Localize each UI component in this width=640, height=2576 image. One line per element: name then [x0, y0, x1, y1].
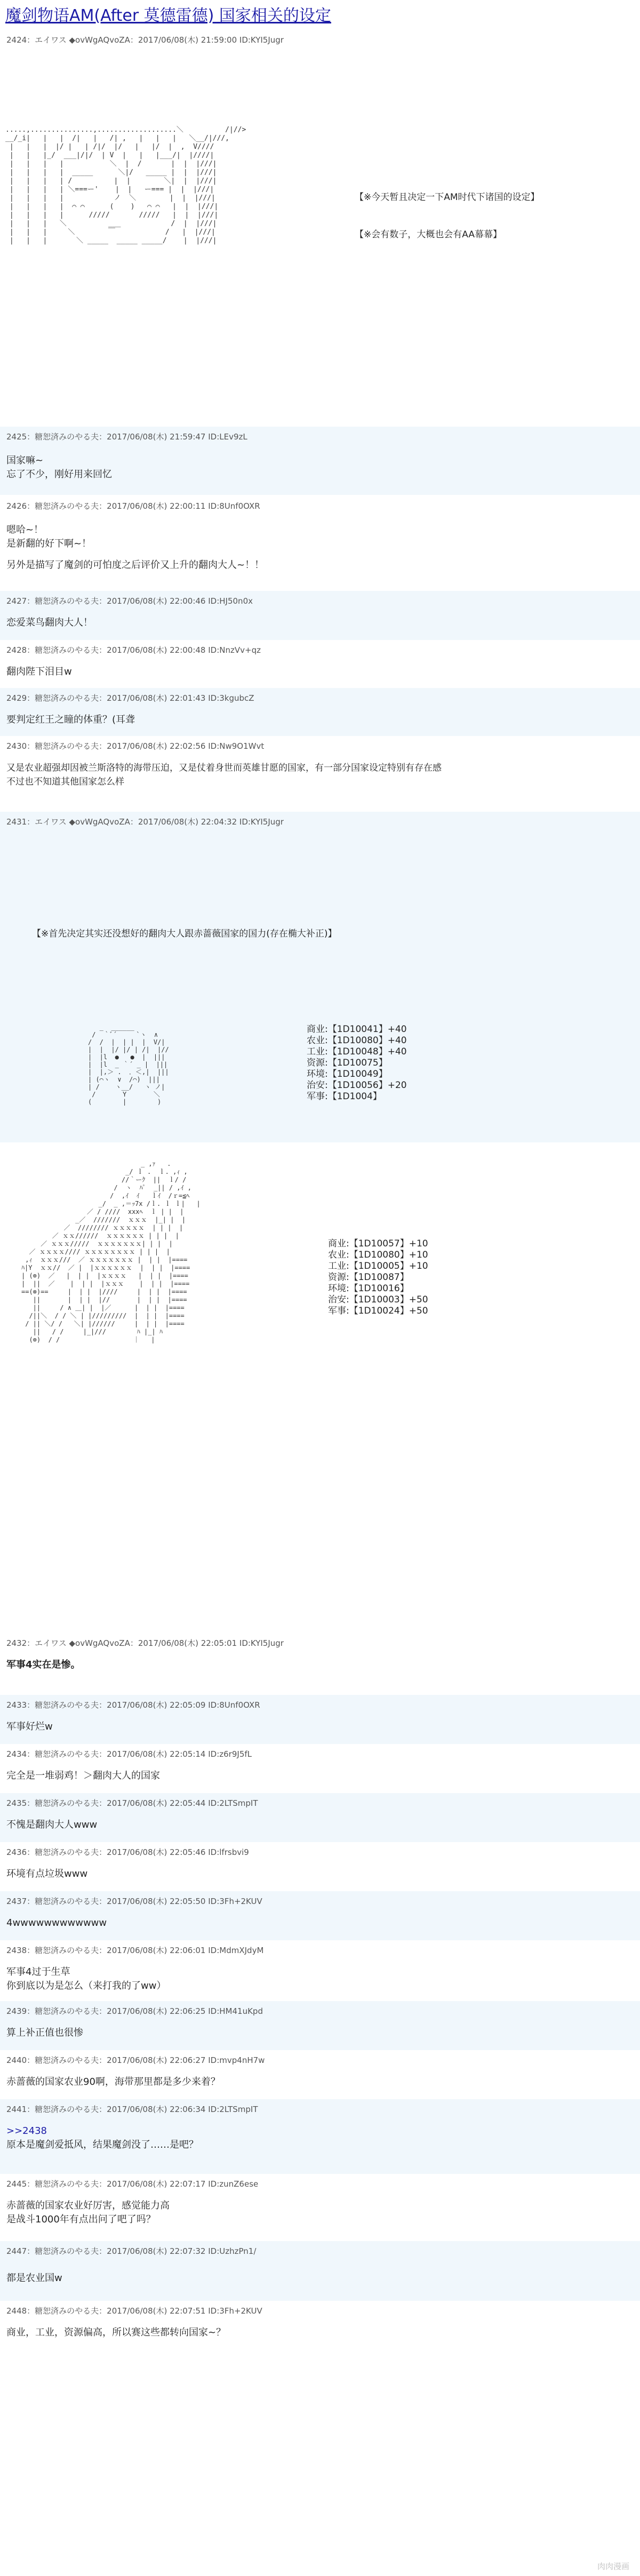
- stat-line: 农业:【1D10080】+40: [307, 1035, 407, 1046]
- post-text: 要判定红王之瞳的体重？(耳聋: [6, 714, 135, 725]
- post-text: 翻肉陛下泪目w: [6, 666, 72, 677]
- post-2424: [0, 30, 640, 50]
- note-dice: 【※会有数子，大概也会有AA幕幕】: [355, 229, 502, 240]
- stat-line: 军事:【1D10024】+50: [328, 1306, 428, 1316]
- post-header: 2428：糖恕済みのやる夫：2017/06/08(木) 22:00:48 ID:NnzVv+qz: [6, 645, 261, 655]
- post-header: 2447：糖恕済みのやる夫：2017/06/08(木) 22:07:32 ID:UzhzPn1/: [6, 2246, 257, 2256]
- note-nation-power: 【※首先决定其实还没想好的翻肉大人跟赤蔷薇国家的国力(存在椭大补正)】: [32, 929, 337, 939]
- stat-line: 环境:【1D10049】: [307, 1069, 388, 1079]
- post-header: 2425：糖恕済みのやる夫：2017/06/08(木) 21:59:47 ID:LEv9zL: [6, 432, 247, 442]
- stat-line: 工业:【1D10005】+10: [328, 1261, 428, 1271]
- stats-panel-1: [307, 1024, 407, 1102]
- stat-line: 资源:【1D10075】: [307, 1058, 388, 1068]
- post-2447: [0, 2241, 640, 2301]
- post-header: 2440：糖恕済みのやる夫：2017/06/08(木) 22:06:27 ID:mvp4nH7w: [6, 2055, 265, 2065]
- post-text: 是新翻的好下啊~！: [6, 538, 92, 549]
- post-text: 恋爱菜鸟翻肉大人！: [6, 617, 93, 628]
- post-2438: [0, 1940, 640, 2001]
- post-2445: [0, 2174, 640, 2241]
- post-2430: [0, 736, 640, 800]
- post-header: 2430：糖恕済みのやる夫：2017/06/08(木) 22:02:56 ID:Nw9O1Wvt: [6, 741, 265, 751]
- post-2435: [0, 1793, 640, 1842]
- post-2429: [0, 688, 640, 736]
- post-text: 军事4过于生草: [6, 1966, 70, 1978]
- post-text: 4wwwwwwwwwwww: [6, 1917, 107, 1929]
- post-text: 都是农业国w: [6, 2273, 62, 2284]
- post-2434: [0, 1744, 640, 1793]
- post-header: 2433：糖恕済みのやる夫：2017/06/08(木) 22:05:09 ID:8Unf0OXR: [6, 1700, 260, 1710]
- post-2437: [0, 1891, 640, 1940]
- stat-line: 治安:【1D10003】+50: [328, 1294, 428, 1305]
- stat-line: 环境:【1D10016】: [328, 1283, 409, 1294]
- post-text: 算上补正值也很惨: [6, 2027, 83, 2038]
- post-text: 商业，工业，资源偏高，所以赛这些都转向国家~？: [6, 2327, 226, 2338]
- stat-line: 商业:【1D10057】+10: [328, 1238, 428, 1249]
- post-2428: [0, 640, 640, 688]
- note-setting: 【※今天暂且决定一下AM时代下诸国的设定】: [355, 192, 540, 203]
- post-text: 不过也不知道其他国家怎么样: [6, 777, 124, 787]
- ascii-art-face: .....,...............,...................＼ /|//> __/_i| | | /| | /| , | | | ＼__/|///, | | | |/ | | /|/ |/ | |/ | , V//// | | |_/ ___|/|/ | V | | |___/| |////| | | | | ＼ | / | | |///| | | | | _____ ＼|/ _____ | | |///| | | | | / | | ＼| | |///| | | | | ＼===ー' | | ー=== | | |///| | | | | ノ ＼ | | |///| | | | | ⌒ ⌒ ( ) ⌒ ⌒ | | |///| | | | | ///// ///// | | |///| | | | ＼ ___ / | |///| | | | ＼ ￣ / | |///| | | | ＼ _____ _____ _____/ | |///|: [5, 126, 246, 245]
- stat-line: 商业:【1D10041】+40: [307, 1024, 407, 1035]
- post-header: 2445：糖恕済みのやる夫：2017/06/08(木) 22:07:17 ID:zunZ6ese: [6, 2179, 259, 2189]
- post-header: 2427：糖恕済みのやる夫：2017/06/08(木) 22:00:46 ID:HJ50n0x: [6, 596, 253, 606]
- stat-line: 治安:【1D10056】+20: [307, 1080, 407, 1091]
- post-text: 你到底以为是怎么（来打我的了ww）: [6, 1980, 166, 1991]
- post-header: 2424：エイワス ◆ovWgAQvoZA：2017/06/08(木) 21:59:00 ID:KYI5Jugr: [6, 35, 284, 45]
- post-header: 2437：糖恕済みのやる夫：2017/06/08(木) 22:05:50 ID:3Fh+2KUV: [6, 1897, 262, 1906]
- ascii-art-character-small: _ ______ / ｀ﾞ´ `ヽ ∧ / / | | | | V/| | | |/ |/ | /| |// | |l ● ● | ||| | |l _ ｀´ _ | ||| | |,＞ . ．＜,| ||| | (⌒ヽ ∨ /⌒) ||| | / ヽ__/ ヽ ノ| / Y ＼ ( | ): [88, 1023, 169, 1106]
- watermark: 肉肉漫画: [597, 2562, 629, 2571]
- quote-link[interactable]: >>2438: [6, 2125, 47, 2137]
- post-header: 2435：糖恕済みのやる夫：2017/06/08(木) 22:05:44 ID:2LTSmpIT: [6, 1798, 258, 1808]
- post-text: 完全是一堆弱鸡！＞翻肉大人的国家: [6, 1770, 160, 1781]
- post-header: 2441：糖恕済みのやる夫：2017/06/08(木) 22:06:34 ID:2LTSmpIT: [6, 2105, 258, 2114]
- post-2441: [0, 2099, 640, 2174]
- stats-panel-2: [328, 1238, 428, 1317]
- post-header: 2429：糖恕済みのやる夫：2017/06/08(木) 22:01:43 ID:3kgubcZ: [6, 693, 254, 703]
- post-header: 2432：エイワス ◆ovWgAQvoZA：2017/06/08(木) 22:05:01 ID:KYI5Jugr: [6, 1638, 284, 1648]
- post-text: 原本是魔剑爱抵风，结果魔剑没了……是吧？: [6, 2139, 198, 2150]
- post-2432: [0, 1633, 640, 1692]
- post-text: 又是农业超强却因被兰斯洛特的海带压迫，又是仗着身世而英雄甘愿的国家，有一部分国家设定特别有存在感: [6, 763, 442, 773]
- post-text: 环境有点垃圾www: [6, 1868, 88, 1879]
- post-text: 嗯哈~！: [6, 524, 44, 535]
- post-header: 2434：糖恕済みのやる夫：2017/06/08(木) 22:05:14 ID:z6r9J5fL: [6, 1749, 252, 1759]
- post-text: 是战斗1000年有点出问了吧了吗？: [6, 2214, 156, 2225]
- post-2439: [0, 2001, 640, 2050]
- stat-line: 农业:【1D10080】+10: [328, 1250, 428, 1260]
- post-text: 赤蔷薇的国家农业90啊，海带那里都是多少来着？: [6, 2076, 220, 2087]
- post-header: 2426：糖恕済みのやる夫：2017/06/08(木) 22:00:11 ID:8Unf0OXR: [6, 501, 260, 511]
- post-text: 另外是描写了魔剑的可怕度之后评价又上升的翻肉大人~！！: [6, 559, 265, 571]
- stat-line: 资源:【1D10087】: [328, 1272, 409, 1283]
- post-text: 赤蔷薇的国家农业好厉害，感觉能力高: [6, 2200, 170, 2211]
- post-text: 军事4实在是惨。: [6, 1659, 81, 1670]
- post-2425: [0, 427, 640, 495]
- post-2448: [0, 2301, 640, 2365]
- post-header: 2431：エイワス ◆ovWgAQvoZA：2017/06/08(木) 22:04:32 ID:KYI5Jugr: [6, 817, 284, 827]
- post-text: 不愧是翻肉大人www: [6, 1819, 98, 1830]
- post-2427: [0, 591, 640, 640]
- ascii-art-knight: _ ,ｧ . _/ ｌ . ｌ. ,ｨ , //｀ーｸ || ｌ/ / / ヽ ﾊﾟ _|| / ,ｲ , / ,ｲ ｲ ｌｲ /ｒ=≦ﾍ _/ _ ,＝ｯ7x /ｌ. ｌ ｌ| | ／ / //// xxxﾍ ｌ | | | _／ /////// ｘｘｘ |_| | | ／ //////// ｘｘｘｘｘ | | | | ／ ｘｘ////// ｘｘｘｘｘｘ | | | | ／ ｘｘｘ///// ｘｘｘｘｘｘｘ| | | | ／ ｘｘｘｘ//// ｘｘｘｘｘｘｘｘ | | | | ,ｨ ｘｘｘ/// ／ ｘｘｘｘｘｘｘ | | | |==== ﾊ|Y ｘｘ// ／ | |ｘｘｘｘｘｘ | | | |==== | (⊕) ／ | | | |ｘｘｘｘ | | | |==== | || ／ | | | |ｘｘｘ | | | |==== ==(⊗)== | | | |//// | | | |==== || | | | |// | | | |==== || / ∧ ＿| | |／ | | | |==== /||＼ / / ＼ | |///////// | | | |==== / || ＼/ / ＼| |////// | | | |==== || / / |_|/// ﾊ |_| ﾊ (⊕) / / ｜ |: [21, 1160, 201, 1343]
- post-header: 2448：糖恕済みのやる夫：2017/06/08(木) 22:07:51 ID:3Fh+2KUV: [6, 2306, 262, 2316]
- post-header: 2436：糖恕済みのやる夫：2017/06/08(木) 22:05:46 ID:lfrsbvi9: [6, 1847, 249, 1857]
- post-header: 2438：糖恕済みのやる夫：2017/06/08(木) 22:06:01 ID:MdmXJdyM: [6, 1946, 264, 1955]
- post-2426: [0, 496, 640, 587]
- post-text: 忘了不少，刚好用来回忆: [6, 469, 112, 480]
- stat-line: 军事:【1D1004】: [307, 1091, 382, 1102]
- post-text: 军事好烂w: [6, 1721, 53, 1732]
- post-text: 国家嘛~: [6, 455, 44, 466]
- stat-line: 工业:【1D10048】+40: [307, 1046, 407, 1057]
- page-title[interactable]: 魔剑物语AM(After 莫德雷德) 国家相关的设定: [5, 6, 331, 25]
- post-2433: [0, 1695, 640, 1744]
- post-header: 2439：糖恕済みのやる夫：2017/06/08(木) 22:06:25 ID:HM41uKpd: [6, 2006, 263, 2016]
- post-2440: [0, 2050, 640, 2099]
- post-2436: [0, 1842, 640, 1891]
